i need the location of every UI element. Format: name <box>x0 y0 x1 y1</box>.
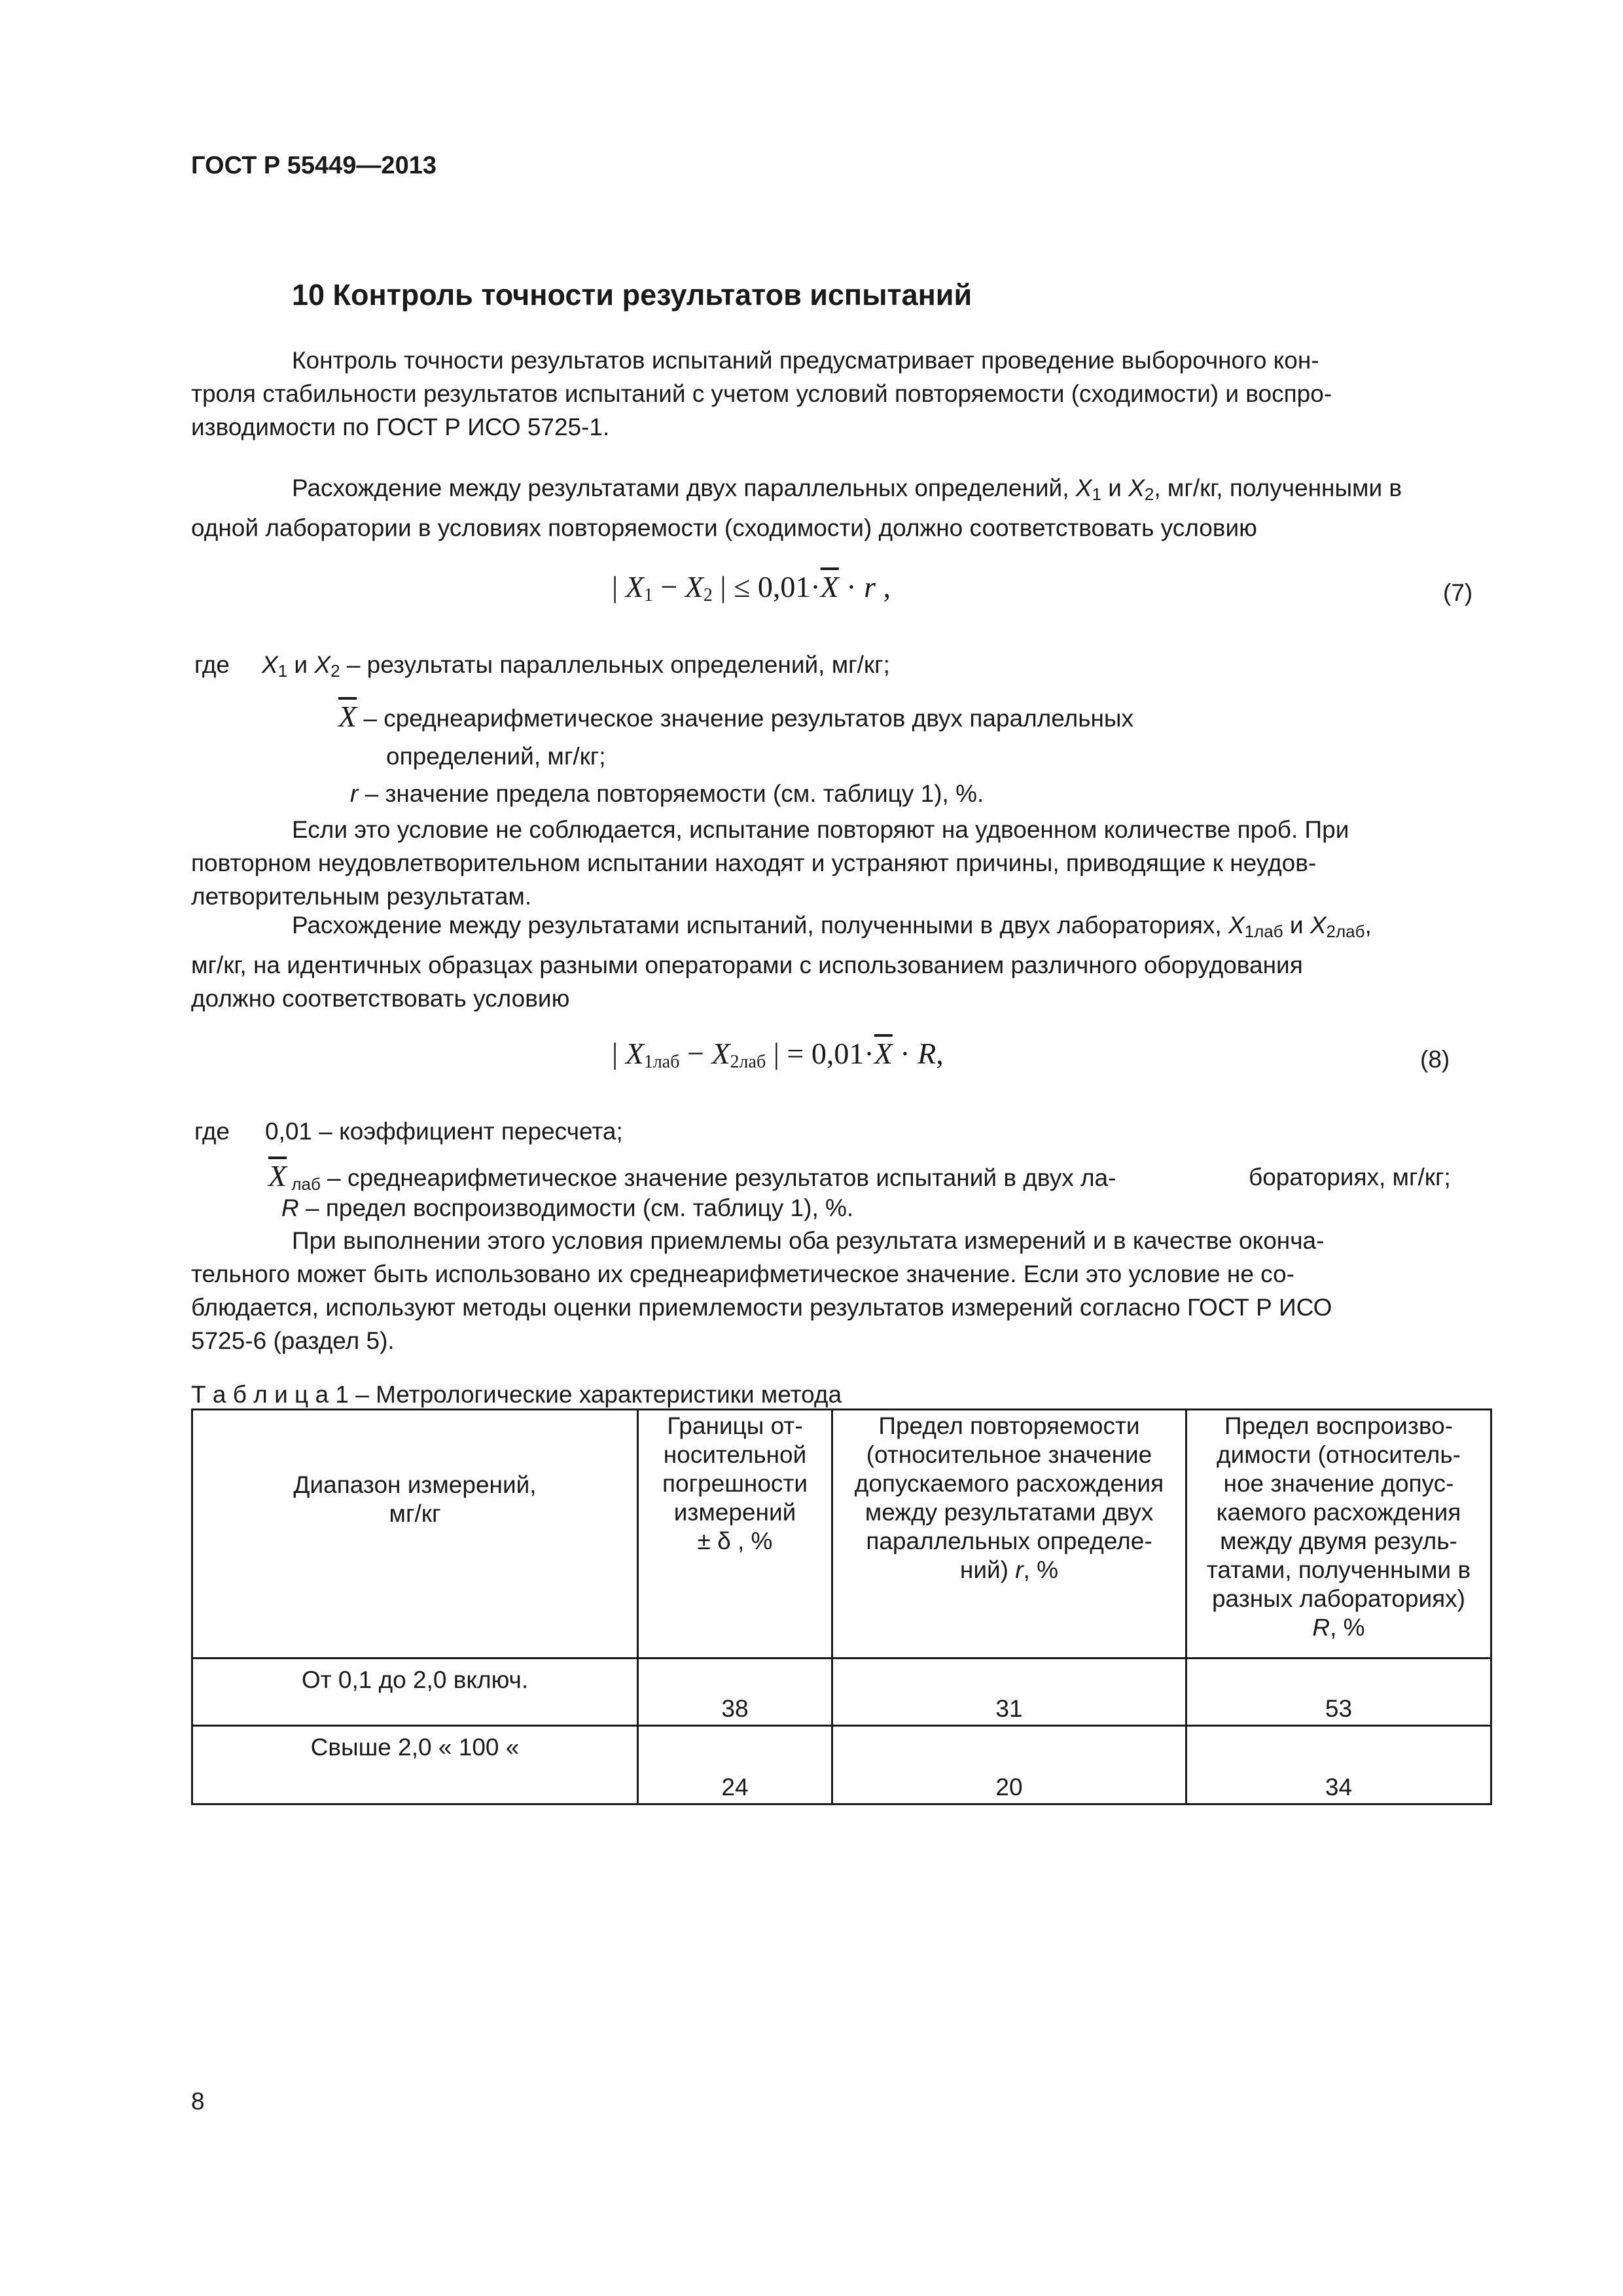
var-x: X <box>1075 475 1092 501</box>
text-line: Расхождение между результатами испытаний, полученными в двух лабораториях, <box>292 912 1222 939</box>
text-line: одной лаборатории в условиях повторяемости (сходимости) должно соответствовать условию <box>191 514 1257 541</box>
table-row <box>192 1659 1491 1726</box>
where-item-r: r – значение предела повторяемости (см. таблицу 1), %. <box>350 780 984 807</box>
where-label-2: где <box>194 1118 230 1145</box>
text-line: должно соответствовать условию <box>191 985 570 1012</box>
where-item-x1x2: $X_1$ и $X_2$ – результаты параллельных определений, мг/кг; <box>262 651 890 681</box>
paragraph-reproducibility: Расхождение между результатами испытаний, полученными в двух лабораториях, $X_{1лаб}$ и $X_{2лаб}$, мг/кг, на идентичных образцах разными операторами с использованием различного оборудования должно соответствовать условию <box>191 908 1491 1015</box>
text-line: Расхождение между результатами двух параллельных определений, <box>292 475 1069 501</box>
equation-number-7: (7) <box>1443 579 1473 606</box>
where-item-xbar: $\overline{X}$ – среднеарифметическое значение результатов двух параллельных <box>338 700 1134 733</box>
cell-delta: 24 <box>638 1726 832 1804</box>
text-line: мг/кг, на идентичных образцах разными операторами с использованием различного оборудования <box>191 952 1303 978</box>
paragraph-repeat-test <box>191 813 1491 913</box>
cell-r: 31 <box>832 1659 1186 1726</box>
text-line: блюдается, используют методы оценки приемлемости результатов измерений согласно ГОСТ Р ИСО <box>191 1294 1332 1321</box>
header-reproducibility: Предел воспроизво- димости (относитель- ное значение допус- каемого расхождения между двумя резуль- татами, полученными в разных лабораториях) R, % <box>1186 1410 1491 1659</box>
text-line: 5725-6 (раздел 5). <box>191 1327 395 1354</box>
cell-R: 53 <box>1186 1659 1491 1726</box>
cell-r: 20 <box>832 1726 1186 1804</box>
paragraph-intro <box>191 344 1491 444</box>
text-line: Если это условие не соблюдается, испытание повторяют на удвоенном количестве проб. При <box>292 816 1349 843</box>
text-line: При выполнении этого условия приемлемы оба результата измерений и в качестве оконча- <box>292 1227 1325 1254</box>
where-item-R: R – предел воспроизводимости (см. таблицу 1), %. <box>281 1194 854 1221</box>
equation-number-8: (8) <box>1420 1046 1450 1073</box>
cell-delta: 38 <box>638 1659 832 1726</box>
where-item-coef: 0,01 – коэффициент пересчета; <box>265 1118 623 1145</box>
cell-range: Свыше 2,0 « 100 « <box>192 1726 638 1804</box>
subscript: 1 <box>1092 484 1101 504</box>
text-line: тельного может быть использовано их среднеарифметическое значение. Если это условие не со- <box>191 1261 1294 1287</box>
where-item-xbar-lab-cont: бораториях, мг/кг; <box>1249 1164 1451 1191</box>
subscript: 2 <box>1144 484 1154 504</box>
text: и <box>1101 475 1129 501</box>
paragraph-acceptance <box>191 1224 1491 1357</box>
formula-7: | $X_1 - X_2$ | ≤ $0,01\cdot\overline{X} \cdot r$ , <box>612 570 891 605</box>
where-item-xbar-lab: $\overline{X}$ $_{лаб}$ – среднеарифметическое значение результатов испытаний в двух ла- <box>268 1159 1116 1194</box>
table-row <box>192 1726 1491 1804</box>
text: , мг/кг, полученными в <box>1154 475 1402 501</box>
text-line: троля стабильности результатов испытаний с учетом условий повторяемости (сходимости) и воспро- <box>191 380 1332 407</box>
formula-8: | $X_{1лаб} - X_{2лаб}$ | = $0,01\cdot\overline{X} \cdot R$, <box>612 1037 944 1072</box>
cell-range: От 0,1 до 2,0 включ. <box>192 1659 638 1726</box>
where-item-xbar-cont: определений, мг/кг; <box>386 743 606 770</box>
table-header-row <box>192 1410 1491 1659</box>
text-line: изводимости по ГОСТ Р ИСО 5725-1. <box>191 414 610 440</box>
text-line: Контроль точности результатов испытаний предусматривает проведение выборочного кон- <box>292 347 1319 374</box>
text-line: повторном неудовлетворительном испытании находят и устраняют причины, приводящие к неудов- <box>191 850 1317 876</box>
cell-R: 34 <box>1186 1726 1491 1804</box>
var-x: X <box>1128 475 1145 501</box>
where-label-1: где <box>194 651 230 678</box>
document-header: ГОСТ Р 55449—2013 <box>191 152 437 179</box>
table-caption: Т а б л и ц а 1 – Метрологические характеристики метода <box>191 1381 842 1408</box>
header-error: Границы от- носительной погрешности измерений ± δ , % <box>638 1410 832 1659</box>
paragraph-repeatability <box>191 471 1491 545</box>
header-repeatability: Предел повторяемости (относительное значение допускаемого расхождения между результатами двух параллельных определе- ний) r, % <box>832 1410 1186 1659</box>
header-range: Диапазон измерений, мг/кг <box>192 1410 638 1659</box>
metrology-table <box>191 1408 1492 1805</box>
section-title: 10 Контроль точности результатов испытаний <box>292 278 972 312</box>
text-line: летворительным результатам. <box>191 883 532 910</box>
page-number: 8 <box>191 2088 205 2115</box>
